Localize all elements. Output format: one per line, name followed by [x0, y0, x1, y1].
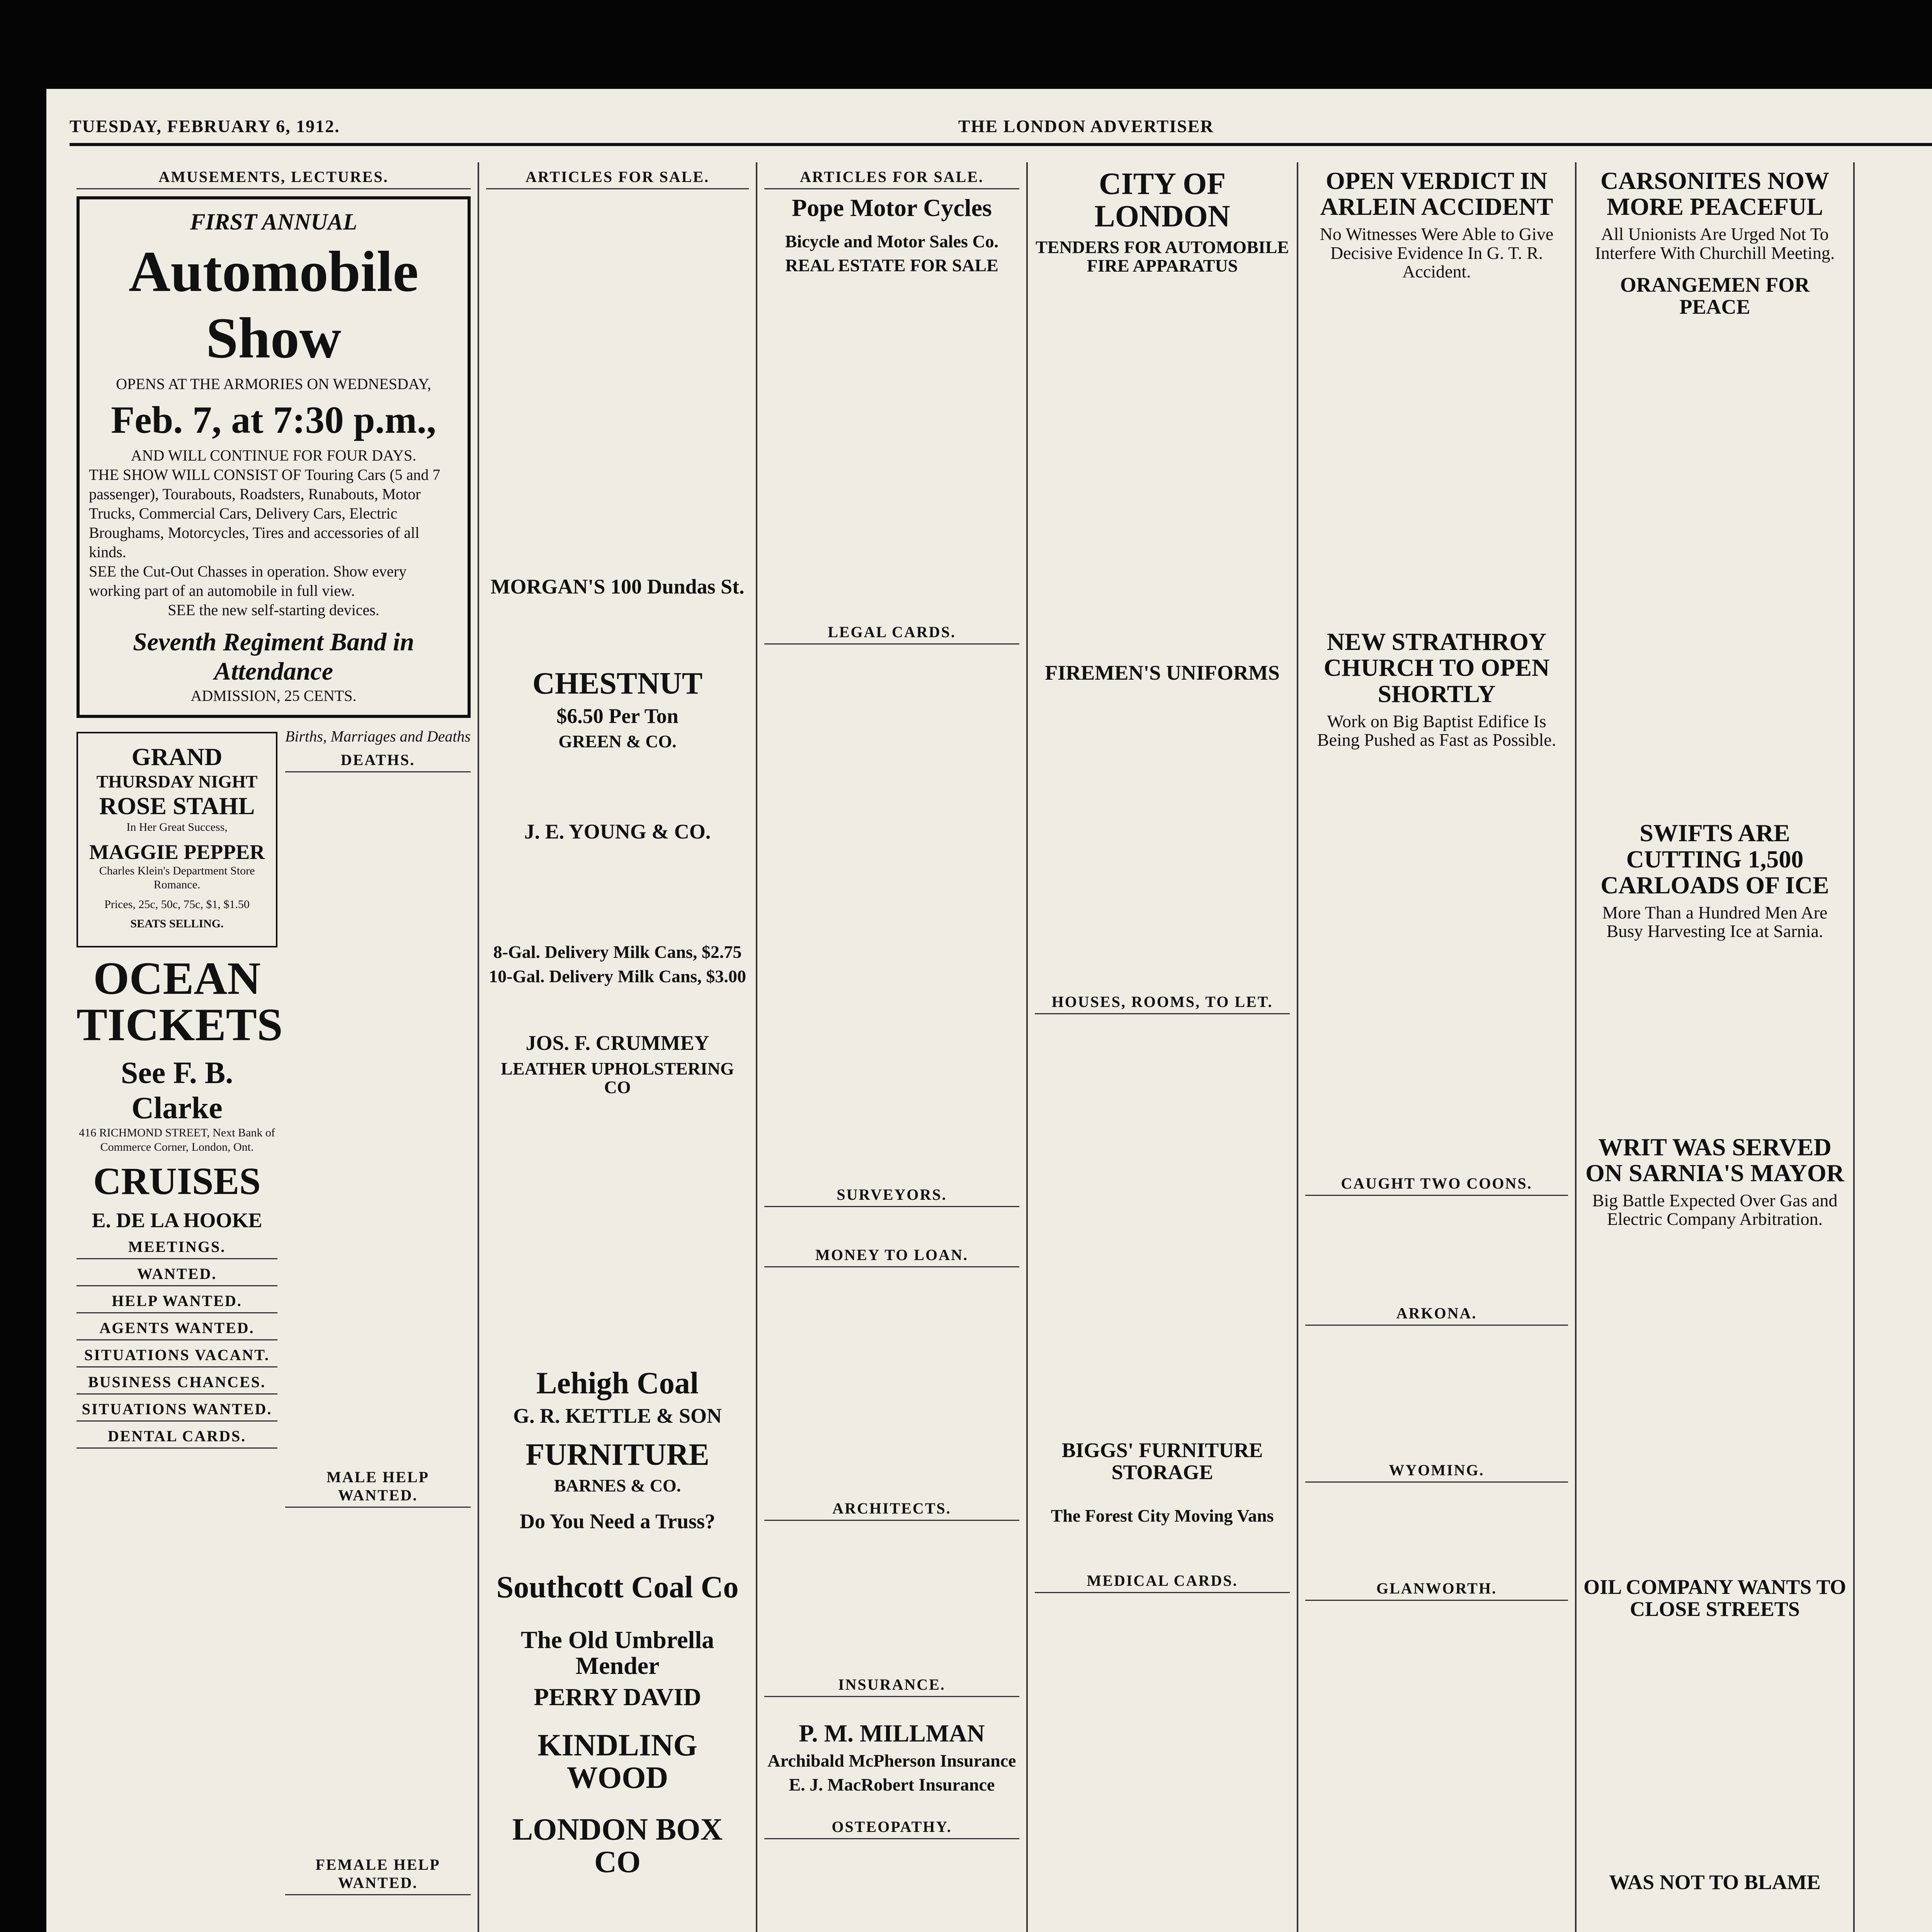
- headline-writ: WRIT WAS SERVED ON SARNIA'S MAYOR: [1585, 1133, 1844, 1187]
- column-gutter: [1855, 162, 1932, 1932]
- young-ad: J. E. YOUNG & CO.: [524, 820, 711, 843]
- heading-arkona: ARKONA.: [1305, 1304, 1568, 1326]
- see-clarke-heading: See F. B. Clarke: [121, 1056, 233, 1125]
- perry-david: PERRY DAVID: [534, 1683, 701, 1711]
- clarke-address: 416 RICHMOND STREET, Next Bank of Commerce Corner, London, Ont.: [79, 1126, 275, 1153]
- column-amusements: [70, 162, 479, 1932]
- grand-theatre-ad: [77, 732, 277, 947]
- section-meetings: MEETINGS.: [77, 1238, 277, 1259]
- column-articles-for-sale-2: [757, 162, 1028, 1932]
- milk-cans-2: 10-Gal. Delivery Milk Cans, $3.00: [489, 966, 746, 986]
- london-box-co: LONDON BOX CO: [512, 1813, 723, 1879]
- births-marriages-deaths: Births, Marriages and Deaths: [285, 728, 471, 745]
- headline-arlein: OPEN VERDICT IN ARLEIN ACCIDENT: [1320, 167, 1553, 221]
- header-date: TUESDAY, FEBRUARY 6, 1912.: [70, 116, 340, 136]
- grand-title: GRAND: [131, 743, 223, 770]
- barnes-co: BARNES & CO.: [554, 1475, 681, 1495]
- section-medical: MEDICAL CARDS.: [1035, 1571, 1290, 1593]
- show-continue: AND WILL CONTINUE FOR FOUR DAYS.: [131, 447, 417, 464]
- forest-city-vans: The Forest City Moving Vans: [1051, 1505, 1274, 1526]
- show-see: SEE the Cut-Out Chasses in operation. Show every working part of an automobile in full view.: [89, 563, 407, 599]
- section-rooms-to-let: HOUSES, ROOMS, TO LET.: [1035, 993, 1290, 1014]
- grand-prices: Prices, 25c, 50c, 75c, $1, $1.50: [104, 898, 250, 911]
- headline-swifts: SWIFTS ARE CUTTING 1,500 CARLOADS OF ICE: [1600, 819, 1829, 899]
- heading-wyoming: WYOMING.: [1305, 1461, 1568, 1483]
- biggs-storage: BIGGS' FURNITURE STORAGE: [1061, 1439, 1263, 1484]
- tenders-heading: TENDERS FOR AUTOMOBILE FIRE APPARATUS: [1035, 237, 1289, 276]
- column-city-tenders: [1028, 162, 1298, 1932]
- header-masthead: THE LONDON ADVERTISER: [958, 116, 1214, 136]
- pope-motor-cycles: Pope Motor Cycles: [792, 194, 992, 221]
- column-news-1: [1298, 162, 1577, 1932]
- columns: [70, 162, 1932, 1932]
- grand-seats: SEATS SELLING.: [130, 917, 224, 930]
- section-legal: LEGAL CARDS.: [764, 623, 1019, 645]
- cruises-heading: CRUISES: [93, 1160, 261, 1203]
- truss-ad: Do You Need a Truss?: [519, 1510, 716, 1533]
- subhead-carsonites: All Unionists Are Urged Not To Interfere With Churchill Meeting.: [1595, 224, 1835, 263]
- millman-insurance: P. M. MILLMAN: [799, 1719, 985, 1747]
- grand-play-title: MAGGIE PEPPER: [89, 840, 265, 864]
- show-title: Automobile Show: [129, 240, 418, 370]
- subhead-strathroy: Work on Big Baptist Edifice Is Being Pushed as Fast as Possible.: [1317, 711, 1556, 750]
- section-surveyors: SURVEYORS.: [764, 1185, 1019, 1207]
- headline-orangemen: ORANGEMEN FOR PEACE: [1620, 273, 1810, 318]
- section-business-chances: BUSINESS CHANCES.: [77, 1373, 277, 1395]
- section-insurance: INSURANCE.: [764, 1675, 1019, 1697]
- southcott-coal: Southcott Coal Co: [496, 1570, 739, 1604]
- column-articles-for-sale-1: [479, 162, 757, 1932]
- page-header: [70, 112, 1932, 146]
- section-help-wanted: HELP WANTED.: [77, 1292, 277, 1313]
- green-co: GREEN & CO.: [558, 731, 677, 752]
- section-money: MONEY TO LOAN.: [764, 1246, 1019, 1267]
- crummey-ad: JOS. F. CRUMMEY: [526, 1031, 709, 1054]
- section-wanted: WANTED.: [77, 1265, 277, 1286]
- crummey-subtitle: LEATHER UPHOLSTERING CO: [501, 1058, 734, 1097]
- milk-cans-1: 8-Gal. Delivery Milk Cans, $2.75: [493, 942, 742, 962]
- mcpherson-insurance: Archibald McPherson Insurance: [767, 1750, 1016, 1770]
- column-news-2: [1577, 162, 1855, 1932]
- macrobert-insurance: E. J. MacRobert Insurance: [789, 1775, 995, 1795]
- grand-play: In Her Great Success,: [126, 821, 228, 833]
- chestnut-price: $6.50 Per Ton: [556, 704, 679, 728]
- show-band: Seventh Regiment Band in Attendance: [133, 628, 414, 685]
- real-estate-heading: REAL ESTATE FOR SALE: [785, 255, 998, 276]
- section-amusements: AMUSEMENTS, LECTURES.: [77, 168, 471, 189]
- heading-glanworth: GLANWORTH.: [1305, 1579, 1568, 1601]
- show-admission: ADMISSION, 25 CENTS.: [190, 687, 357, 704]
- section-articles-for-sale-2: ARTICLES FOR SALE.: [764, 168, 1019, 189]
- bicycle-motor-sales: Bicycle and Motor Sales Co.: [785, 231, 999, 252]
- kindling-wood: KINDLING WOOD: [537, 1728, 697, 1795]
- show-consist: THE SHOW WILL CONSIST OF Touring Cars (5 and 7 passenger), Tourabouts, Roadsters, Runabouts, Motor Trucks, Commercial Cars, Delivery Cars, Electric Broughams, Motorcycles, Tires and accessories of all kinds.: [89, 466, 440, 561]
- grand-night: THURSDAY NIGHT: [96, 772, 258, 791]
- section-deaths: DEATHS.: [285, 751, 471, 772]
- show-date: Feb. 7, at 7:30 p.m.,: [111, 398, 436, 441]
- newspaper-page: [46, 89, 1932, 1932]
- umbrella-mender: The Old Umbrella Mender: [520, 1626, 714, 1680]
- city-of-london: CITY OF LONDON: [1094, 167, 1230, 233]
- grand-manager: Charles Klein's Department Store Romance.: [99, 864, 255, 891]
- section-osteopathy: OSTEOPATHY.: [764, 1818, 1019, 1839]
- headline-carsonites: CARSONITES NOW MORE PEACEFUL: [1600, 167, 1830, 221]
- section-agents-wanted: AGENTS WANTED.: [77, 1319, 277, 1340]
- heading-coons: CAUGHT TWO COONS.: [1305, 1174, 1568, 1196]
- show-see2: SEE the new self-starting devices.: [168, 601, 379, 619]
- section-situations-wanted: SITUATIONS WANTED.: [77, 1400, 277, 1422]
- subhead-arlein: No Witnesses Were Able to Give Decisive Evidence In G. T. R. Accident.: [1320, 224, 1554, 281]
- furniture-ad: FURNITURE: [526, 1437, 709, 1472]
- morgan-ad: MORGAN'S 100 Dundas St.: [490, 575, 745, 598]
- section-dental-cards: DENTAL CARDS.: [77, 1427, 277, 1449]
- show-first-annual: FIRST ANNUAL: [190, 209, 357, 235]
- lehigh-coal: Lehigh Coal: [536, 1366, 699, 1401]
- section-articles-for-sale: ARTICLES FOR SALE.: [486, 168, 749, 189]
- headline-not-to-blame: WAS NOT TO BLAME: [1609, 1870, 1821, 1894]
- ocean-tickets-heading: OCEAN TICKETS: [77, 952, 283, 1050]
- headline-strathroy: NEW STRATHROY CHURCH TO OPEN SHORTLY: [1323, 628, 1550, 707]
- subhead-swifts: More Than a Hundred Men Are Busy Harvesting Ice at Sarnia.: [1602, 902, 1828, 941]
- section-architects: ARCHITECTS.: [764, 1499, 1019, 1521]
- headline-oil-company: OIL COMPANY WANTS TO CLOSE STREETS: [1583, 1575, 1846, 1621]
- section-male-help: MALE HELP WANTED.: [285, 1468, 471, 1508]
- kettle-son: G. R. KETTLE & SON: [513, 1404, 722, 1428]
- section-female-help: FEMALE HELP WANTED.: [285, 1855, 471, 1895]
- chestnut-ad: CHESTNUT: [532, 666, 703, 701]
- subhead-writ: Big Battle Expected Over Gas and Electric Company Arbitration.: [1592, 1190, 1838, 1229]
- automobile-show-ad: [77, 196, 471, 718]
- hooke-heading: E. DE LA HOOKE: [92, 1209, 262, 1232]
- section-situations-vacant: SITUATIONS VACANT.: [77, 1346, 277, 1367]
- grand-star: ROSE STAHL: [99, 792, 255, 820]
- firemen-uniforms: FIREMEN'S UNIFORMS: [1045, 661, 1280, 684]
- show-opens: OPENS AT THE ARMORIES ON WEDNESDAY,: [116, 375, 431, 393]
